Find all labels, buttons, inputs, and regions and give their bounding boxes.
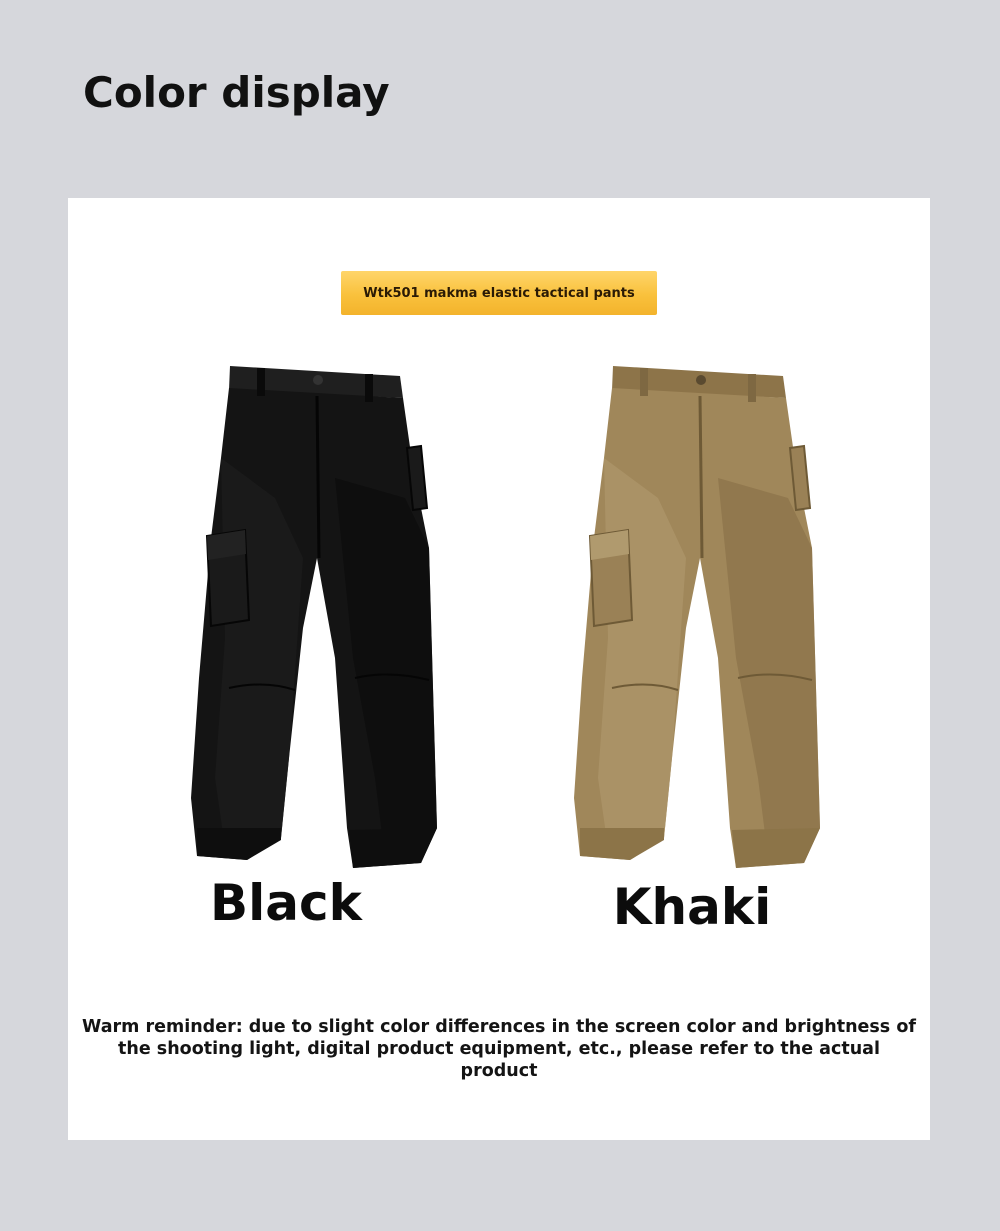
khaki-pants-illustration	[574, 366, 820, 868]
product-card	[68, 198, 930, 1140]
product-name-text: Wtk501 makma elastic tactical pants	[363, 285, 635, 301]
page-title: Color display	[83, 68, 390, 117]
khaki-pants-image	[568, 358, 828, 878]
color-label-khaki: Khaki	[612, 878, 772, 936]
product-name-banner	[341, 271, 657, 315]
color-disclaimer-line-2: the shooting light, digital product equipment, etc., please refer to the actual product	[118, 1039, 880, 1081]
color-disclaimer-line-1: Warm reminder: due to slight color differences in the screen color and brightness of	[82, 1017, 916, 1037]
black-pants-image	[185, 358, 445, 878]
color-label-black: Black	[210, 874, 362, 932]
color-disclaimer	[78, 1016, 920, 1082]
black-pants-illustration	[191, 366, 437, 868]
